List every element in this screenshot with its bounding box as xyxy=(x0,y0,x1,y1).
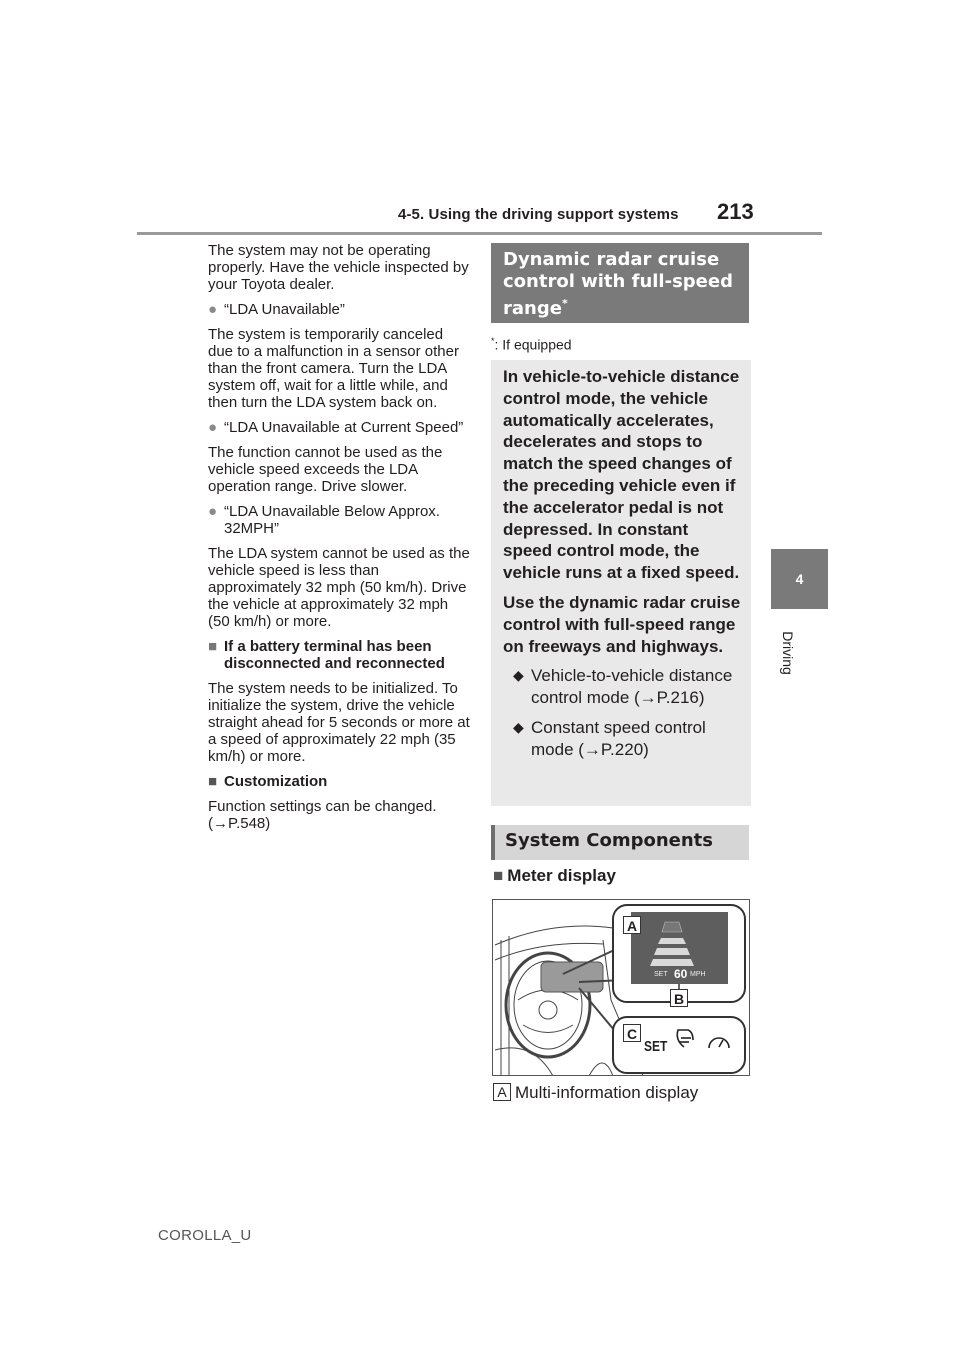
meter-figure xyxy=(492,899,750,1076)
callout-a: A xyxy=(623,916,641,934)
page-number: 213 xyxy=(717,199,754,224)
battery-heading-text: If a battery terminal has been disconnected and reconnected xyxy=(224,638,445,672)
info-paragraph: In vehicle-to-vehicle distance control mode, the vehicle automatically accelerates, decelerates and stops to match the speed changes of the preceding vehicle even if the accelerator pedal is not depressed. In constant speed control mode, the vehicle runs at a fixed speed. xyxy=(503,367,740,583)
intro-text: The system may not be operating properly. Have the vehicle inspected by your Toyota dealer. xyxy=(208,242,469,293)
mode-link[interactable] xyxy=(503,665,741,709)
chapter-tab-number[interactable]: 4 xyxy=(771,549,828,609)
diamond-bullet-icon: ◆ xyxy=(513,667,524,684)
model-footer: COROLLA_U xyxy=(158,1227,252,1244)
header-rule xyxy=(137,232,822,235)
legend-text: Multi-information display xyxy=(515,1083,699,1102)
message-item xyxy=(208,301,470,318)
info-paragraph: Use the dynamic radar cruise control with full-speed range on freeways and highways. xyxy=(503,592,741,656)
mode-link[interactable] xyxy=(503,717,741,761)
figure-legend xyxy=(493,1083,698,1103)
info-box xyxy=(491,360,751,806)
mode-link-text: Vehicle-to-vehicle distance control mode (→P.216) xyxy=(531,666,733,708)
callout-c: C xyxy=(623,1024,641,1042)
display-set-label: SET xyxy=(654,971,668,978)
message-title: “LDA Unavailable” xyxy=(224,301,345,318)
cruise-set-indicator: SET xyxy=(644,1038,668,1055)
callout-b: B xyxy=(670,989,688,1007)
chapter-tab-text: Driving xyxy=(779,631,796,675)
square-bullet-icon: ■ xyxy=(208,773,218,790)
display-speed: 60 xyxy=(674,967,688,981)
square-bullet-icon: ■ xyxy=(208,638,218,655)
section-title: 4-5. Using the driving support systems xyxy=(398,206,679,223)
footnote-text: : If equipped xyxy=(494,336,572,353)
message-title: “LDA Unavailable at Current Speed” xyxy=(224,419,464,436)
chapter-tab-label xyxy=(780,620,820,690)
footnote-asterisk: * xyxy=(491,336,495,346)
legend-key: A xyxy=(493,1083,511,1101)
display-unit: MPH xyxy=(690,971,706,978)
dashboard-illustration xyxy=(493,900,750,1076)
bullet-icon: ● xyxy=(208,301,218,318)
dynamic-radar-heading xyxy=(491,243,749,323)
meter-display-heading xyxy=(493,866,616,886)
battery-heading xyxy=(208,638,470,672)
footnote xyxy=(491,336,572,353)
battery-text: The system needs to be initialized. To initialize the system, drive the vehicle straight ahead for 5 seconds or more at a speed of approximately 22 mph (35 km/h) or more. xyxy=(208,680,470,765)
message-text: The function cannot be used as the vehicle speed exceeds the LDA operation range. Drive slower. xyxy=(208,444,443,495)
heading-asterisk: * xyxy=(561,297,568,310)
customization-text[interactable]: Function settings can be changed. (→P.548) xyxy=(208,798,437,832)
heading-text: Dynamic radar cruise control with full-speed range xyxy=(503,249,733,319)
square-bullet-icon: ■ xyxy=(493,866,504,885)
message-item xyxy=(208,503,470,537)
mode-link-text: Constant speed control mode (→P.220) xyxy=(531,717,706,759)
meter-heading-text: Meter display xyxy=(507,866,616,885)
left-column xyxy=(208,242,470,840)
customization-heading xyxy=(208,773,470,790)
message-text: The LDA system cannot be used as the vehicle speed is less than approximately 32 mph (50 km/h). Drive the vehicle at approximately 32 mph (50 km/h) or more. xyxy=(208,545,470,630)
customization-heading-text: Customization xyxy=(224,773,328,790)
message-item xyxy=(208,419,470,436)
diamond-bullet-icon: ◆ xyxy=(513,718,524,735)
bullet-icon: ● xyxy=(208,419,218,436)
message-title: “LDA Unavailable Below Approx. 32MPH” xyxy=(224,503,440,537)
system-components-heading: System Components xyxy=(491,825,749,860)
message-text: The system is temporarily canceled due to a malfunction in a sensor other than the front camera. Turn the LDA system off, wait for a little while, and then turn the LDA system back on. xyxy=(208,326,459,411)
bullet-icon: ● xyxy=(208,503,218,520)
